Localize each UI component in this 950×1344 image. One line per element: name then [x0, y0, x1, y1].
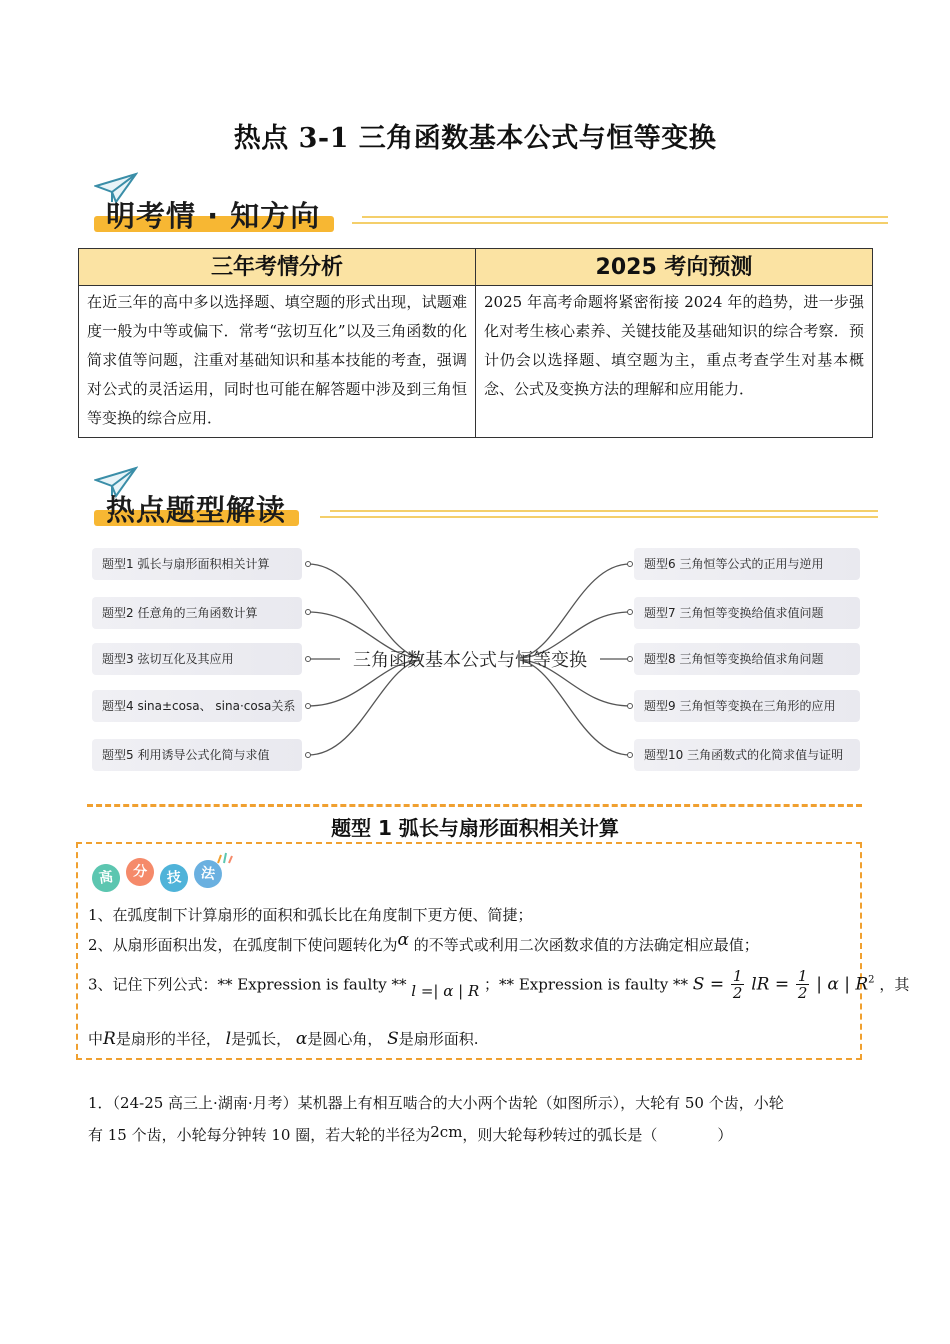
tip-4: 中R是扇形的半径， l是弧长， α是圆心角， S是扇形面积.: [88, 1029, 479, 1049]
mindmap-node-type9: 题型9 三角恒等变换在三角形的应用: [634, 690, 860, 722]
section-header-exam-analysis: [90, 172, 890, 242]
mindmap-node-type8: 题型8 三角恒等变换给值求角问题: [634, 643, 860, 675]
section-label: 热点题型解读: [106, 493, 287, 527]
table-header-forecast: 2025 考向预测: [476, 249, 873, 286]
tip-1: 1、在弧度制下计算扇形的面积和弧长比在角度制下更方便、简捷；: [88, 906, 533, 924]
page-title: 热点 3-1 三角函数基本公式与恒等变换: [233, 123, 717, 154]
mindmap-node-type5: 题型5 利用诱导公式化简与求值: [92, 739, 302, 771]
question-1-line-1: 1．（24-25 高三上·湖南·月考）某机器上有相互啮合的大小两个齿轮（如图所示），大轮有 50 个齿，小轮: [88, 1094, 784, 1112]
fraction-half: $\frac{1}{2}$: [797, 967, 808, 1002]
mindmap-center: 三角函数基本公式与恒等变换: [353, 650, 587, 671]
badge-char: 高: [90, 862, 122, 894]
section-label: 明考情 · 知方向: [106, 199, 321, 233]
type1-title: 题型 1 弧长与扇形面积相关计算: [331, 816, 619, 840]
section-divider: [87, 804, 862, 807]
table-header-analysis: 三年考情分析: [79, 249, 476, 286]
tip-2: 2、从扇形面积出发，在弧度制下使问题转化为α 的不等式或利用二次函数求值的方法确定相应最值；: [88, 930, 759, 954]
mindmap-node-type3: 题型3 弦切互化及其应用: [92, 643, 302, 675]
analysis-table: [78, 248, 873, 438]
question-1-line-2: 有 15 个齿，小轮每分钟转 10 圈，若大轮的半径为2cm，则大轮每秒转过的弧长是（ ）: [88, 1123, 733, 1144]
sparkle-icon: [216, 852, 234, 864]
badge-char: 分: [125, 857, 156, 888]
mindmap-node-type1: 题型1 弧长与扇形面积相关计算: [92, 548, 302, 580]
fraction-half: $\frac{1}{2}$: [732, 967, 743, 1002]
mindmap-node-type6: 题型6 三角恒等公式的正用与逆用: [634, 548, 860, 580]
mindmap-node-type7: 题型7 三角恒等变换给值求值问题: [634, 597, 860, 629]
table-cell-analysis: 在近三年的高中多以选择题、填空题的形式出现，试题难度一般为中等或偏下．常考“弦切互化”以及三角函数的化简求值等问题，注重对基础知识和基本技能的考查，强调对公式的灵活运用，同时也可能在解答题中涉及到三角恒等变换的综合应用．: [79, 286, 476, 438]
tip-3: 3、记住下列公式：** Expression is faulty ** l =| α | R ；** Expression is faulty ** S = $\frac{1}{2}$ lR = $\frac{1}{2}$ | α | $R^2$ ，其: [88, 967, 910, 1002]
mindmap-node-type10: 题型10 三角函数式的化简求值与证明: [634, 739, 860, 771]
badge-char: 法: [192, 858, 224, 890]
badge-char: 技: [159, 863, 190, 894]
arc-length-formula: l =| α | R: [411, 981, 480, 1000]
table-cell-forecast: 2025 年高考命题将紧密衔接 2024 年的趋势，进一步强化对考生核心素养、关键技能及基础知识的综合考察．预计仍会以选择题、填空题为主，重点考查学生对基本概念、公式及变换方法的理解和应用能力．: [476, 286, 873, 438]
mindmap-node-type2: 题型2 任意角的三角函数计算: [92, 597, 302, 629]
mindmap-node-type4: 题型4 sina±cosa、 sina·cosa关系: [92, 690, 302, 722]
section-header-hot-types: [90, 466, 890, 536]
high-score-badge: [92, 852, 242, 896]
